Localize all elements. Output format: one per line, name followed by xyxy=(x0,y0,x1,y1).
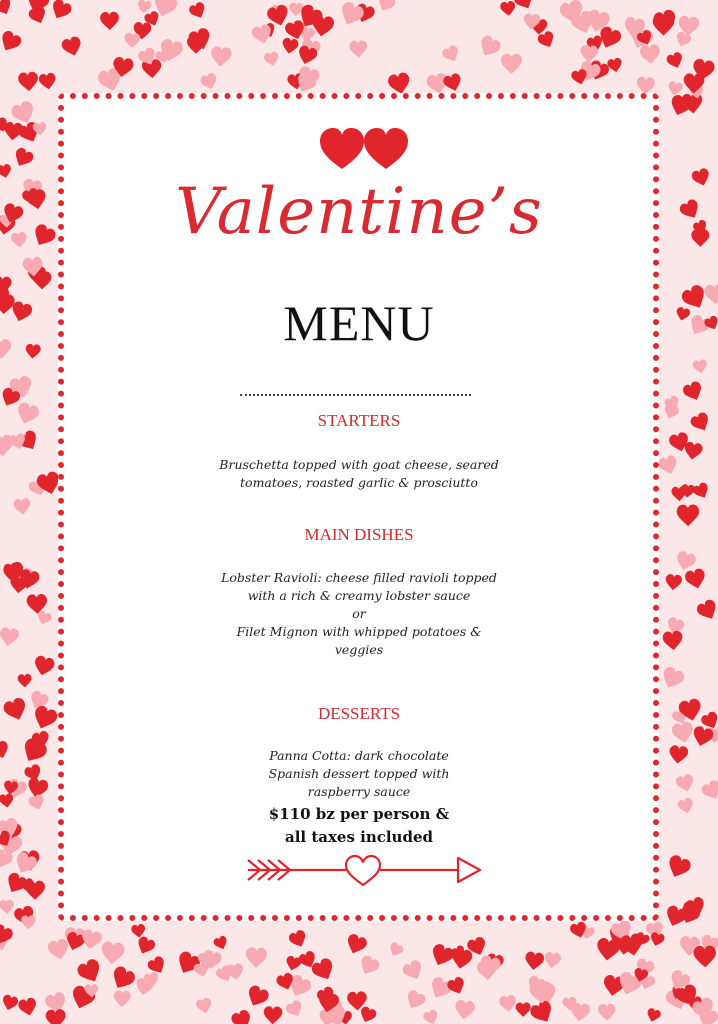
section-heading-starters: STARTERS xyxy=(317,411,401,430)
confetti-heart xyxy=(454,999,476,1020)
confetti-heart xyxy=(108,964,137,993)
confetti-heart xyxy=(524,951,545,971)
confetti-heart xyxy=(0,994,19,1012)
main-dishes-line: veggies xyxy=(334,642,384,657)
two-hearts-icon xyxy=(318,127,410,171)
confetti-heart xyxy=(18,71,39,92)
price-note xyxy=(0,803,718,849)
confetti-heart xyxy=(580,45,599,63)
desserts-line: Spanish dessert topped with xyxy=(268,766,450,781)
confetti-heart xyxy=(598,1004,616,1021)
desserts-line: raspberry sauce xyxy=(307,784,411,799)
confetti-heart xyxy=(659,665,687,692)
confetti-heart xyxy=(403,988,427,1012)
confetti-heart xyxy=(146,955,169,977)
main-dishes-line: Filet Mignon with whipped potatoes & xyxy=(236,624,482,639)
confetti-heart xyxy=(131,923,146,938)
confetti-heart xyxy=(48,0,73,22)
confetti-heart xyxy=(38,72,57,90)
confetti-heart xyxy=(284,999,305,1020)
confetti-heart xyxy=(477,960,498,981)
confetti-heart xyxy=(387,941,405,959)
section-heading-main-dishes: MAIN DISHES xyxy=(304,525,414,544)
confetti-heart xyxy=(349,40,368,58)
confetti-heart xyxy=(124,32,141,48)
confetti-heart xyxy=(210,46,232,68)
confetti-heart xyxy=(46,938,71,962)
confetti-heart xyxy=(100,941,125,966)
confetti-heart xyxy=(199,72,219,92)
confetti-heart xyxy=(639,44,661,65)
confetti-heart xyxy=(0,29,23,55)
confetti-heart xyxy=(358,1005,378,1024)
confetti-heart xyxy=(136,0,152,14)
confetti-heart xyxy=(677,504,700,526)
confetti-heart xyxy=(245,947,267,968)
confetti-heart xyxy=(0,899,15,914)
confetti-heart xyxy=(667,80,684,97)
confetti-heart xyxy=(671,721,695,745)
main-dishes-line: or xyxy=(352,606,366,621)
confetti-heart xyxy=(17,997,38,1018)
confetti-heart xyxy=(287,929,309,950)
confetti-heart xyxy=(281,37,299,55)
confetti-heart xyxy=(499,994,518,1012)
confetti-heart xyxy=(11,146,35,170)
confetti-heart xyxy=(25,881,45,900)
confetti-heart xyxy=(501,54,522,74)
confetti-heart xyxy=(375,0,397,14)
confetti-heart xyxy=(446,976,468,997)
confetti-heart xyxy=(113,990,131,1007)
confetti-heart xyxy=(500,0,517,16)
section-heading-desserts: DESSERTS xyxy=(317,704,401,723)
confetti-heart xyxy=(344,933,369,957)
confetti-heart xyxy=(134,935,156,957)
confetti-heart xyxy=(543,951,561,969)
confetti-heart xyxy=(263,51,280,68)
confetti-heart xyxy=(195,997,213,1015)
confetti-heart xyxy=(0,163,13,179)
confetti-heart xyxy=(75,957,105,986)
confetti-heart xyxy=(188,1,209,21)
starters-line: Bruschetta topped with goat cheese, seared xyxy=(219,457,499,472)
confetti-heart xyxy=(27,5,48,26)
starters-description xyxy=(0,456,718,492)
confetti-heart xyxy=(665,51,685,70)
confetti-heart xyxy=(645,1007,662,1023)
confetti-heart xyxy=(244,984,271,1011)
page-title: MENU xyxy=(283,295,435,351)
confetti-heart xyxy=(0,0,14,18)
confetti-heart xyxy=(45,1009,66,1024)
confetti-heart xyxy=(263,1006,282,1024)
confetti-heart xyxy=(664,853,692,881)
dotted-divider xyxy=(240,394,471,396)
confetti-heart xyxy=(17,674,32,688)
price-line: all taxes included xyxy=(284,828,433,846)
script-title: Valentine’s xyxy=(175,175,543,249)
confetti-heart xyxy=(401,958,426,983)
confetti-heart xyxy=(681,380,705,404)
main-dishes-line: with a rich & creamy lobster sauce xyxy=(247,588,471,603)
price-line: $110 bz per person & xyxy=(268,805,450,823)
starters-line: tomatoes, roasted garlic & prosciutto xyxy=(240,475,478,490)
heart-arrow-icon xyxy=(244,851,484,889)
confetti-heart xyxy=(212,935,229,952)
confetti-heart xyxy=(516,1002,531,1017)
confetti-heart xyxy=(100,12,119,31)
confetti-heart xyxy=(428,942,455,969)
confetti-heart xyxy=(692,359,708,375)
confetti-heart xyxy=(422,1009,440,1024)
confetti-heart xyxy=(234,1011,254,1024)
confetti-heart xyxy=(357,954,382,978)
confetti-heart xyxy=(289,3,303,17)
desserts-line: Panna Cotta: dark chocolate xyxy=(269,748,449,763)
confetti-heart xyxy=(13,497,31,515)
main-dishes-description xyxy=(0,569,718,659)
confetti-heart xyxy=(607,57,624,73)
confetti-heart xyxy=(596,937,621,962)
confetti-heart xyxy=(441,44,462,65)
main-dishes-line: Lobster Ravioli: cheese filled ravioli topped xyxy=(221,570,497,585)
confetti-heart xyxy=(476,34,503,61)
confetti-heart xyxy=(512,0,536,12)
confetti-heart xyxy=(60,35,84,58)
desserts-description xyxy=(0,747,718,801)
